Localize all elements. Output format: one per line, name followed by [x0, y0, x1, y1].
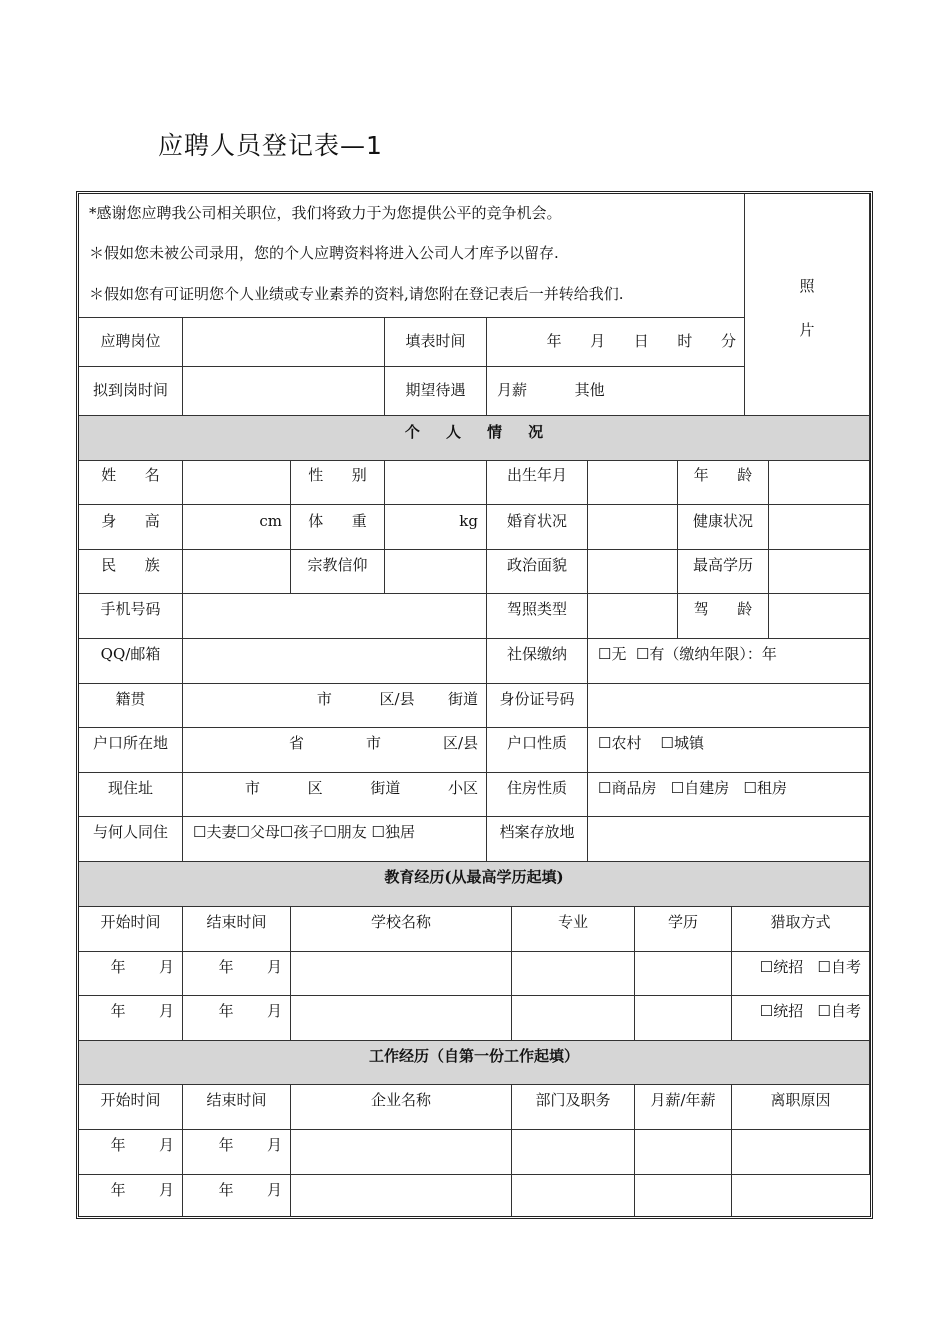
- name-label: 姓 名: [79, 461, 183, 505]
- license-label: 驾照类型: [487, 594, 588, 639]
- education-section-header: 教育经历(从最高学历起填): [79, 862, 870, 907]
- edu-col-method: 猎取方式: [732, 907, 870, 952]
- marital-label: 婚育状况: [487, 505, 588, 550]
- edu-row-2-major[interactable]: [512, 996, 635, 1041]
- education-label: 最高学历: [678, 550, 769, 594]
- photo-area[interactable]: [745, 194, 870, 416]
- birth-label: 出生年月: [487, 461, 588, 505]
- work-col-company: 企业名称: [291, 1085, 512, 1130]
- arrival-label: 拟到岗时间: [79, 367, 183, 416]
- work-row-1-start[interactable]: 年 月: [79, 1130, 183, 1175]
- edu-col-school: 学校名称: [291, 907, 512, 952]
- position-field[interactable]: [183, 318, 385, 367]
- work-row-1-end[interactable]: 年 月: [183, 1130, 291, 1175]
- work-col-salary: 月薪/年薪: [635, 1085, 732, 1130]
- fill-time-field[interactable]: 年 月 日 时 分: [487, 318, 745, 367]
- gender-field[interactable]: [385, 461, 487, 505]
- edu-col-major: 专业: [512, 907, 635, 952]
- edu-row-1-end[interactable]: 年 月: [183, 952, 291, 996]
- salary-field[interactable]: 月薪 其他: [487, 367, 745, 416]
- work-row-1-salary[interactable]: [635, 1130, 732, 1175]
- archive-field[interactable]: [588, 817, 870, 862]
- intro-line-2: ＊假如您未被公司录用，您的个人应聘资料将进入公司人才库予以留存.: [89, 244, 559, 262]
- position-label: 应聘岗位: [79, 318, 183, 367]
- edu-col-start: 开始时间: [79, 907, 183, 952]
- hukou-field[interactable]: 省 市 区/县: [183, 728, 487, 773]
- work-col-end: 结束时间: [183, 1085, 291, 1130]
- housing-field[interactable]: ☐商品房 ☐自建房 ☐租房: [588, 773, 870, 817]
- salary-label: 期望待遇: [385, 367, 487, 416]
- political-label: 政治面貌: [487, 550, 588, 594]
- social-security-field[interactable]: ☐无 ☐有（缴纳年限）：年: [588, 639, 870, 684]
- work-row-2-start[interactable]: 年 月: [79, 1175, 183, 1216]
- intro-line-1: *感谢您应聘我公司相关职位，我们将致力于为您提供公平的竞争机会。: [89, 204, 562, 222]
- intro-line-3: ＊假如您有可证明您个人业绩或专业素养的资料,请您附在登记表后一并转给我们.: [89, 285, 624, 303]
- address-field[interactable]: 市 区 街道 小区: [183, 773, 487, 817]
- birth-field[interactable]: [588, 461, 678, 505]
- age-label: 年 龄: [678, 461, 769, 505]
- cohabit-label: 与何人同住: [79, 817, 183, 862]
- work-col-reason: 离职原因: [732, 1085, 870, 1130]
- qq-email-field[interactable]: [183, 639, 487, 684]
- edu-row-1-start[interactable]: 年 月: [79, 952, 183, 996]
- hukou-type-field[interactable]: ☐农村 ☐城镇: [588, 728, 870, 773]
- archive-label: 档案存放地: [487, 817, 588, 862]
- mobile-field[interactable]: [183, 594, 487, 639]
- personal-section-header: 个 人 情 况: [79, 416, 870, 461]
- work-row-2-reason[interactable]: [732, 1175, 870, 1216]
- work-row-1-company[interactable]: [291, 1130, 512, 1175]
- edu-row-2-end[interactable]: 年 月: [183, 996, 291, 1041]
- work-section-header: 工作经历（自第一份工作起填）: [79, 1041, 870, 1085]
- hukou-label: 户口所在地: [79, 728, 183, 773]
- political-field[interactable]: [588, 550, 678, 594]
- health-label: 健康状况: [678, 505, 769, 550]
- work-row-2-end[interactable]: 年 月: [183, 1175, 291, 1216]
- license-field[interactable]: [588, 594, 678, 639]
- work-row-2-company[interactable]: [291, 1175, 512, 1216]
- native-place-label: 籍贯: [79, 684, 183, 728]
- photo-label-2: 片: [799, 321, 815, 339]
- native-place-field[interactable]: 市 区/县 街道: [183, 684, 487, 728]
- gender-label: 性 别: [291, 461, 385, 505]
- edu-col-end: 结束时间: [183, 907, 291, 952]
- health-field[interactable]: [769, 505, 870, 550]
- driving-years-label: 驾 龄: [678, 594, 769, 639]
- religion-field[interactable]: [385, 550, 487, 594]
- religion-label: 宗教信仰: [291, 550, 385, 594]
- address-label: 现住址: [79, 773, 183, 817]
- edu-row-1-method[interactable]: ☐统招 ☐自考: [732, 952, 870, 996]
- work-row-1-department[interactable]: [512, 1130, 635, 1175]
- registration-form: [76, 191, 873, 1219]
- work-row-1-reason[interactable]: [732, 1130, 870, 1175]
- ethnic-label: 民 族: [79, 550, 183, 594]
- qq-email-label: QQ/邮箱: [79, 639, 183, 684]
- cohabit-field[interactable]: ☐夫妻☐父母☐孩子☐朋友 ☐独居: [183, 817, 487, 862]
- edu-row-2-school[interactable]: [291, 996, 512, 1041]
- work-row-2-department[interactable]: [512, 1175, 635, 1216]
- form-title: 应聘人员登记表—1: [158, 131, 383, 160]
- edu-col-degree: 学历: [635, 907, 732, 952]
- arrival-field[interactable]: [183, 367, 385, 416]
- edu-row-1-school[interactable]: [291, 952, 512, 996]
- intro-notes: [79, 194, 745, 318]
- mobile-label: 手机号码: [79, 594, 183, 639]
- edu-row-2-degree[interactable]: [635, 996, 732, 1041]
- edu-row-2-method[interactable]: ☐统招 ☐自考: [732, 996, 870, 1041]
- social-security-label: 社保缴纳: [487, 639, 588, 684]
- ethnic-field[interactable]: [183, 550, 291, 594]
- housing-label: 住房性质: [487, 773, 588, 817]
- work-row-2-salary[interactable]: [635, 1175, 732, 1216]
- photo-label-1: 照: [799, 277, 815, 295]
- hukou-type-label: 户口性质: [487, 728, 588, 773]
- height-field[interactable]: cm: [183, 505, 291, 550]
- edu-row-1-major[interactable]: [512, 952, 635, 996]
- marital-field[interactable]: [588, 505, 678, 550]
- age-field[interactable]: [769, 461, 870, 505]
- edu-row-2-start[interactable]: 年 月: [79, 996, 183, 1041]
- edu-row-1-degree[interactable]: [635, 952, 732, 996]
- weight-field[interactable]: kg: [385, 505, 487, 550]
- work-col-department: 部门及职务: [512, 1085, 635, 1130]
- height-label: 身 高: [79, 505, 183, 550]
- fill-time-label: 填表时间: [385, 318, 487, 367]
- education-field[interactable]: [769, 550, 870, 594]
- name-field[interactable]: [183, 461, 291, 505]
- weight-label: 体 重: [291, 505, 385, 550]
- id-card-label: 身份证号码: [487, 684, 588, 728]
- driving-years-field[interactable]: [769, 594, 870, 639]
- work-col-start: 开始时间: [79, 1085, 183, 1130]
- id-card-field[interactable]: [588, 684, 870, 728]
